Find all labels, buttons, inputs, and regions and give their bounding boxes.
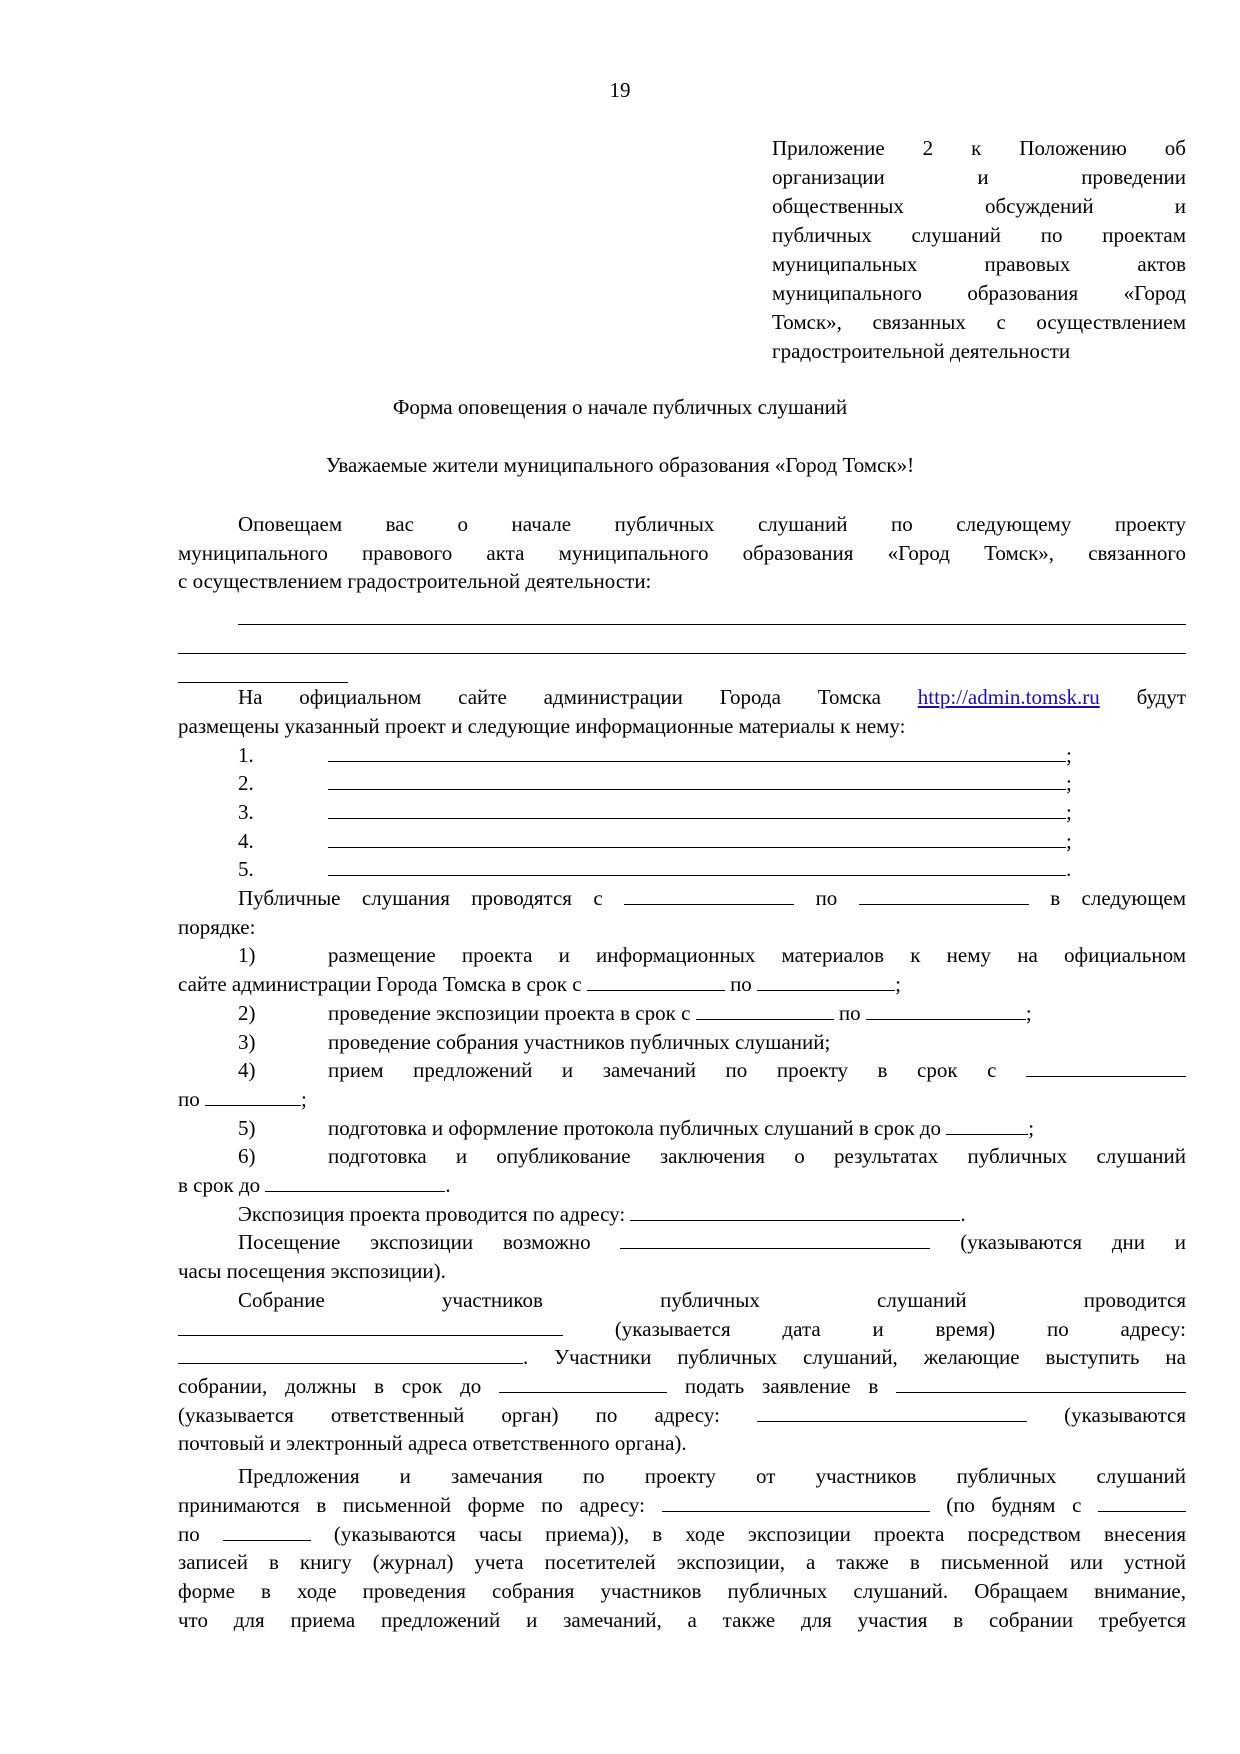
material-item: 4. ;: [238, 828, 1072, 853]
intro-line: муниципального правового акта муниципального образования «Город Томск», связанного: [178, 540, 1186, 565]
exposition-visit: Посещение экспозиции возможно (указываются дни и: [238, 1230, 1187, 1255]
proposals-hours-from-blank[interactable]: [1098, 1491, 1186, 1512]
annex-line: Приложение 2 к Положению об: [772, 136, 1186, 160]
step-6: 6) подготовка и опубликование заключения о результатах публичных слушаний: [238, 1144, 1186, 1169]
step-2-from-blank[interactable]: [696, 999, 834, 1020]
proposals-line: что для приема предложений и замечаний, а также для участия в собрании требуется: [178, 1607, 1186, 1632]
step-5: 5) подготовка и оформление протокола публичных слушаний в срок до ;: [238, 1115, 1035, 1140]
date-from-blank[interactable]: [624, 884, 794, 905]
exposition-visit-2: часы посещения экспозиции).: [178, 1259, 446, 1284]
step-4-line-2: по ;: [178, 1086, 307, 1111]
proposals-line: Предложения и замечания по проекту от участников публичных слушаний: [238, 1464, 1186, 1489]
meeting-line: . Участники публичных слушаний, желающие выступить на: [178, 1343, 1186, 1372]
website-line: На официальном сайте администрации Города Томска http://admin.tomsk.ru будут: [238, 685, 1187, 710]
annex-line: градостроительной деятельности: [772, 339, 1071, 363]
document-body: [178, 510, 1186, 1634]
step-4: 4) прием предложений и замечаний по проекту в срок с: [178, 1056, 1186, 1085]
greeting: Уважаемые жители муниципального образования «Город Томск»!: [325, 453, 915, 477]
schedule-line-2: порядке:: [178, 914, 256, 939]
proposals-hours-to-blank[interactable]: [223, 1520, 311, 1541]
material-blank[interactable]: [328, 741, 1066, 762]
exposition-visit-blank[interactable]: [620, 1228, 930, 1249]
step-6-line-2: в срок до .: [178, 1173, 451, 1198]
annex-line: муниципального образования «Город: [772, 281, 1186, 305]
step-1-line-2: сайте администрации Города Томска в срок с по ;: [178, 972, 901, 997]
meeting-organ-blank[interactable]: [896, 1372, 1186, 1393]
meeting-organ-address-blank[interactable]: [757, 1401, 1027, 1422]
schedule-line: Публичные слушания проводятся с по в следующем: [238, 886, 1187, 911]
step-1: 1) размещение проекта и информационных материалов к нему на официальном: [238, 943, 1186, 968]
meeting-line: (указывается дата и время) по адресу:: [178, 1315, 1186, 1344]
material-item: 1. ;: [238, 742, 1072, 767]
step-4-to-blank[interactable]: [205, 1085, 301, 1106]
annex-line: общественных обсуждений и: [772, 194, 1186, 218]
annex-line: Томск», связанных с осуществлением: [772, 310, 1186, 334]
step-6-blank[interactable]: [265, 1171, 445, 1192]
intro-line: с осуществлением градостроительной деятельности:: [178, 569, 652, 594]
blank-line[interactable]: [178, 631, 1186, 654]
meeting-datetime-blank[interactable]: [178, 1315, 563, 1336]
meeting-line: Собрание участников публичных слушаний проводится: [238, 1287, 1186, 1312]
material-item: 5. .: [238, 857, 1072, 882]
material-item: 3. ;: [238, 799, 1072, 824]
blank-line[interactable]: [178, 602, 1186, 625]
meeting-line: почтовый и электронный адреса ответственного органа).: [178, 1431, 687, 1456]
meeting-line: (указывается ответственный орган) по адресу: (указываются: [178, 1402, 1186, 1427]
annex-line: организации и проведении: [772, 165, 1186, 189]
website-link[interactable]: http://admin.tomsk.ru: [917, 685, 1100, 710]
material-blank[interactable]: [328, 827, 1066, 848]
step-3: 3) проведение собрания участников публичных слушаний;: [238, 1029, 831, 1054]
step-2-to-blank[interactable]: [866, 999, 1026, 1020]
material-blank[interactable]: [328, 798, 1066, 819]
material-item: 2. ;: [238, 771, 1072, 796]
step-1-to-blank[interactable]: [757, 970, 895, 991]
step-5-blank[interactable]: [946, 1114, 1028, 1135]
annex-header: [772, 134, 1186, 366]
date-to-blank[interactable]: [859, 884, 1029, 905]
material-blank[interactable]: [328, 855, 1066, 876]
step-1-from-blank[interactable]: [587, 970, 725, 991]
form-title: Форма оповещения о начале публичных слушаний: [392, 395, 848, 419]
meeting-deadline-blank[interactable]: [499, 1372, 667, 1393]
page-number: 19: [609, 78, 631, 102]
meeting-line: собрании, должны в срок до подать заявление в: [178, 1372, 1186, 1401]
exposition-address-blank[interactable]: [630, 1200, 960, 1221]
exposition-address: Экспозиция проекта проводится по адресу: .: [238, 1201, 966, 1226]
annex-line: муниципальных правовых актов: [772, 252, 1186, 276]
proposals-line: по (указываются часы приема)), в ходе экспозиции проекта посредством внесения: [178, 1521, 1187, 1546]
material-blank[interactable]: [328, 769, 1066, 790]
annex-line: публичных слушаний по проектам: [772, 223, 1186, 247]
intro-line: Оповещаем вас о начале публичных слушаний по следующему проекту: [238, 512, 1186, 536]
proposals-line: записей в книгу (журнал) учета посетителей экспозиции, а также в письменной или устной: [178, 1550, 1186, 1575]
proposals-line: форме в ходе проведения собрания участников публичных слушаний. Обращаем внимание,: [178, 1578, 1186, 1603]
meeting-address-blank[interactable]: [178, 1343, 523, 1364]
step-2: 2) проведение экспозиции проекта в срок с по ;: [238, 1000, 1032, 1025]
website-line-2: размещены указанный проект и следующие информационные материалы к нему:: [178, 713, 906, 738]
proposals-address-blank[interactable]: [662, 1491, 930, 1512]
step-4-from-blank[interactable]: [1026, 1056, 1186, 1077]
proposals-line: принимаются в письменной форме по адресу: (по будням с: [178, 1491, 1186, 1520]
blank-line[interactable]: [178, 660, 348, 683]
